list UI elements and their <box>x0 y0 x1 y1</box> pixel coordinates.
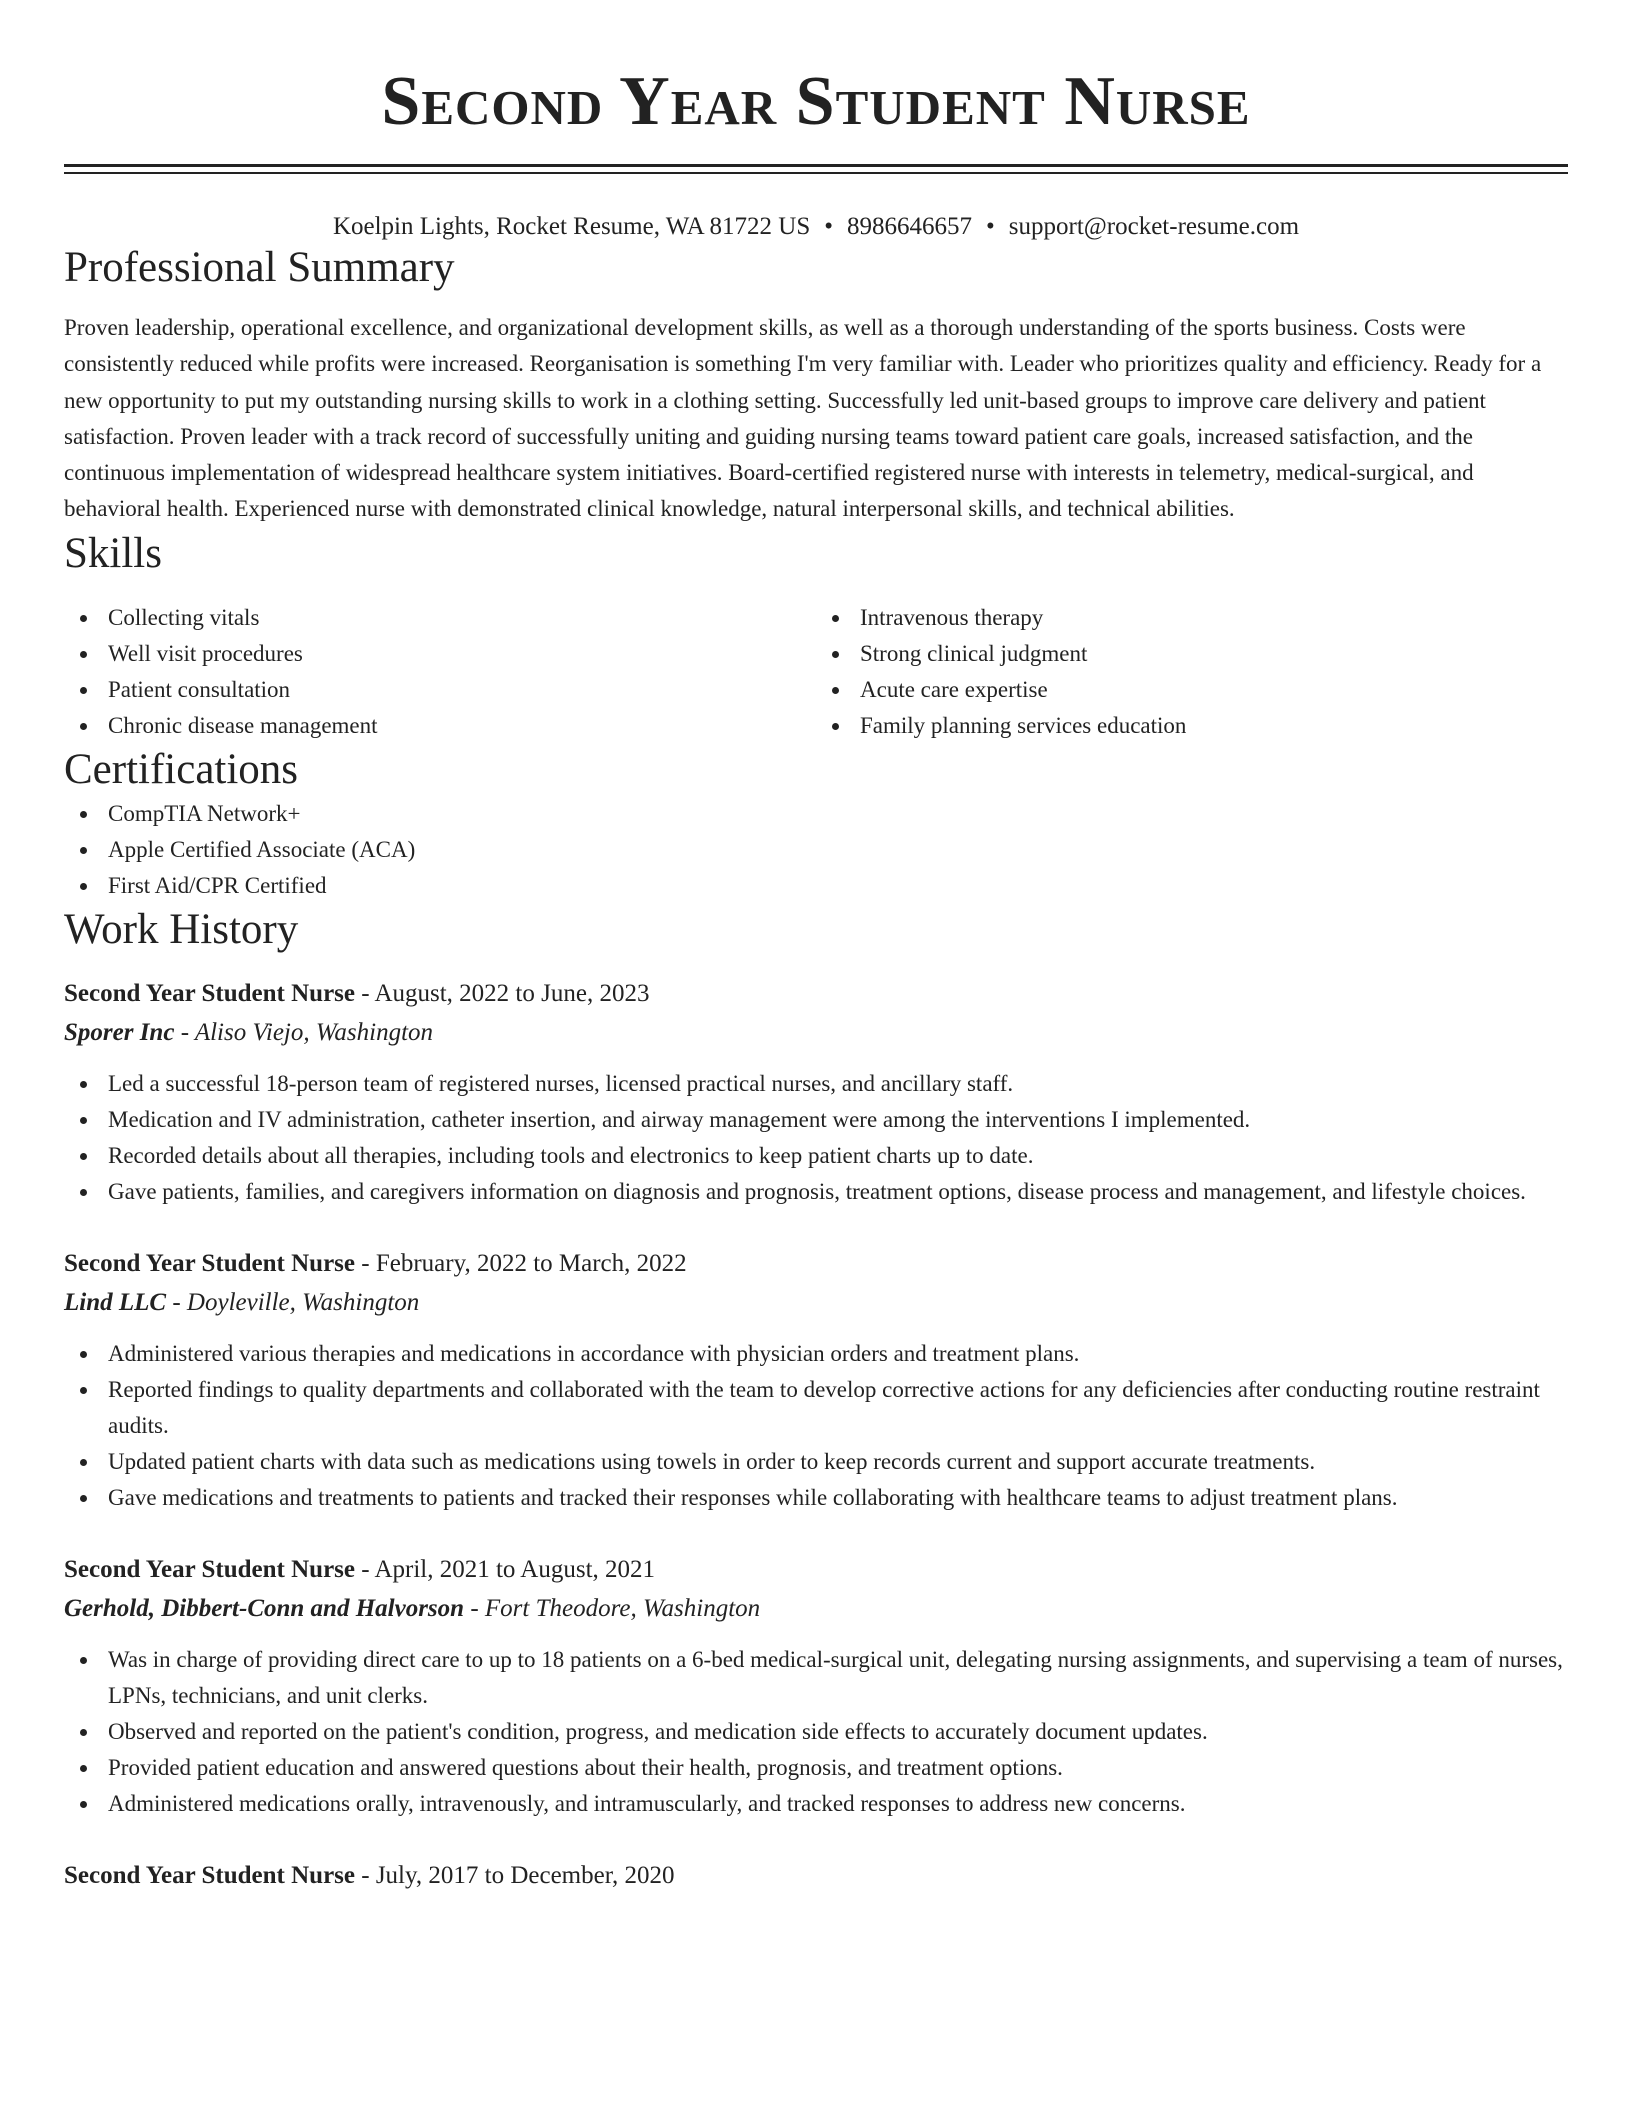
job-dates: April, 2021 to August, 2021 <box>374 1555 656 1583</box>
job-bullet: Provided patient education and answered questions about their health, prognosis, and treatment options. <box>64 1750 1568 1786</box>
skill-item: Intravenous therapy <box>816 600 1568 636</box>
job-employer-line: Lind LLC - Doyleville, Washington <box>64 1288 420 1316</box>
summary-heading: Professional Summary <box>64 244 455 291</box>
job-title: Second Year Student Nurse <box>64 1249 355 1277</box>
skill-item: Strong clinical judgment <box>816 636 1568 672</box>
job-bullet: Medication and IV administration, catheter insertion, and airway management were among the interventions I implemented. <box>64 1102 1568 1138</box>
job-title-line: Second Year Student Nurse - April, 2021 to August, 2021 <box>64 1555 656 1583</box>
skill-item: Acute care expertise <box>816 672 1568 708</box>
job-title: Second Year Student Nurse <box>64 979 355 1007</box>
skills-list-right <box>816 600 1568 744</box>
certification-item: CompTIA Network+ <box>64 796 1568 832</box>
job-employer-line: Sporer Inc - Aliso Viejo, Washington <box>64 1018 434 1046</box>
job-bullets <box>64 1642 1568 1822</box>
contact-address: Koelpin Lights, Rocket Resume, WA 81722 US <box>332 213 811 240</box>
skill-item: Chronic disease management <box>64 708 816 744</box>
job-title: Second Year Student Nurse <box>64 1861 355 1889</box>
resume-content <box>64 0 1568 1895</box>
job-entry <box>64 1244 1568 1516</box>
header-rule-thin <box>64 172 1568 174</box>
skill-item: Well visit procedures <box>64 636 816 672</box>
resume-name: Second Year Student Nurse <box>381 63 1251 140</box>
skill-item: Patient consultation <box>64 672 816 708</box>
job-dates: August, 2022 to June, 2023 <box>374 979 650 1007</box>
job-bullets <box>64 1336 1568 1516</box>
skills-list-left <box>64 600 816 744</box>
certifications-list <box>64 796 1568 904</box>
job-entry-partial <box>64 1856 1568 1895</box>
job-title-line: Second Year Student Nurse - February, 2022 to March, 2022 <box>64 1249 687 1277</box>
job-dates: July, 2017 to December, 2020 <box>375 1861 675 1889</box>
contact-phone: 8986646657 <box>847 213 972 240</box>
job-location: Fort Theodore, Washington <box>484 1594 761 1622</box>
skill-item: Family planning services education <box>816 708 1568 744</box>
job-title-line: Second Year Student Nurse - July, 2017 to December, 2020 <box>64 1861 675 1889</box>
certifications-heading: Certifications <box>64 745 299 793</box>
job-employer-line: Gerhold, Dibbert-Conn and Halvorson - Fort Theodore, Washington <box>64 1594 761 1622</box>
certification-item: Apple Certified Associate (ACA) <box>64 832 1568 868</box>
job-bullet: Updated patient charts with data such as medications using towels in order to keep records current and support accurate treatments. <box>64 1444 1568 1480</box>
job-bullet: Reported findings to quality departments and collaborated with the team to develop corrective actions for any deficiencies after conducting routine restraint audits. <box>64 1372 1568 1444</box>
job-employer: Gerhold, Dibbert-Conn and Halvorson <box>64 1594 465 1622</box>
job-bullet: Observed and reported on the patient's condition, progress, and medication side effects to accurately document updates. <box>64 1714 1568 1750</box>
job-title-line: Second Year Student Nurse - August, 2022 to June, 2023 <box>64 979 650 1007</box>
skills-columns <box>64 600 1568 744</box>
skill-item: Collecting vitals <box>64 600 816 636</box>
job-bullet: Led a successful 18-person team of registered nurses, licensed practical nurses, and ancillary staff. <box>64 1066 1568 1102</box>
certification-item: First Aid/CPR Certified <box>64 868 1568 904</box>
summary-text: Proven leadership, operational excellence, and organizational development skills, as well as a thorough understanding of the sports business. Costs were consistently reduced while profits were increased. Reorganisation is something I'm very familiar with. Leader who prioritizes quality and efficiency. Ready for a new opportunity to put my outstanding nursing skills to work in a clothing setting. Successfully led unit-based groups to improve care delivery and patient satisfaction. Proven leader with a track record of successfully uniting and guiding nursing teams toward patient care goals, increased satisfaction, and the continuous implementation of widespread healthcare system initiatives. Board-certified registered nurse with interests in telemetry, medical-surgical, and behavioral health. Experienced nurse with demonstrated clinical knowledge, natural interpersonal skills, and technical abilities. <box>64 315 1542 522</box>
job-bullet: Administered medications orally, intravenously, and intramuscularly, and tracked responses to address new concerns. <box>64 1786 1568 1822</box>
contact-separator: • <box>824 213 833 240</box>
job-employer: Sporer Inc <box>64 1018 175 1046</box>
job-title: Second Year Student Nurse <box>64 1555 355 1583</box>
job-bullets <box>64 1066 1568 1210</box>
job-entry <box>64 974 1568 1210</box>
job-location: Aliso Viejo, Washington <box>194 1018 434 1046</box>
job-bullet: Administered various therapies and medications in accordance with physician orders and treatment plans. <box>64 1336 1568 1372</box>
job-bullet: Recorded details about all therapies, including tools and electronics to keep patient charts up to date. <box>64 1138 1568 1174</box>
job-location: Doyleville, Washington <box>186 1288 420 1316</box>
job-entry <box>64 1550 1568 1822</box>
job-employer: Lind LLC <box>64 1288 167 1316</box>
job-bullet: Gave medications and treatments to patients and tracked their responses while collaborating with healthcare teams to adjust treatment plans. <box>64 1480 1568 1516</box>
skills-heading: Skills <box>64 529 162 577</box>
contact-email: support@rocket-resume.com <box>1008 213 1300 240</box>
job-dates: February, 2022 to March, 2022 <box>375 1249 687 1277</box>
contact-separator: • <box>986 213 995 240</box>
job-bullet: Gave patients, families, and caregivers information on diagnosis and prognosis, treatment options, disease process and management, and lifestyle choices. <box>64 1174 1568 1210</box>
contact-line <box>64 212 1568 242</box>
work-history-heading: Work History <box>64 905 299 953</box>
job-bullet: Was in charge of providing direct care to up to 18 patients on a 6-bed medical-surgical unit, delegating nursing assignments, and supervising a team of nurses, LPNs, technicians, and unit clerks. <box>64 1642 1568 1714</box>
